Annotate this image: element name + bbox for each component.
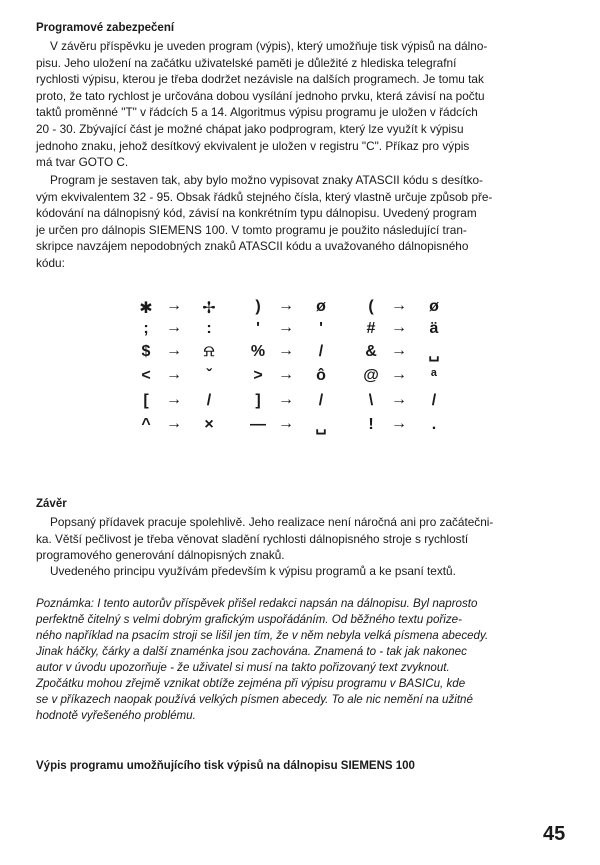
text-line: rychlosti výpisu, kterou je třeba dodržet nezávisle na dalších programech. Je tomu tak (36, 72, 484, 87)
arrow-icon: → (278, 391, 294, 408)
transcription-row (138, 320, 243, 342)
ascii-char: [ (143, 392, 149, 409)
teleprinter-char: : (206, 320, 212, 337)
teleprinter-char: ô (316, 367, 326, 384)
text-line: proto, že tato rychlost je určována dobou vysílání jednoho prvku, která závisí na počtu (36, 88, 485, 103)
transcription-row (250, 416, 355, 438)
teleprinter-char: / (318, 392, 324, 409)
ascii-char: ] (255, 392, 261, 409)
text-line: Uvedeného principu využívám především k výpisu programů a ke psaní textů. (50, 564, 456, 578)
ascii-char: # (366, 320, 376, 337)
teleprinter-char: / (206, 392, 212, 409)
note-line: Poznámka: I tento autorův příspěvek přišel redakci napsán na dálnopisu. Byl naprosto (36, 597, 478, 610)
transcription-row (363, 320, 468, 342)
transcription-row (138, 367, 243, 389)
ascii-char: $ (141, 343, 151, 360)
ascii-char: % (250, 343, 266, 360)
arrow-icon: → (391, 415, 407, 432)
ascii-char: & (365, 343, 377, 360)
arrow-icon: → (391, 366, 407, 383)
transcription-row (363, 367, 468, 389)
note-line: autor v úvodu upozorňuje - že uživatel si musí na takto pořizovaný text zvyknout. (36, 661, 450, 674)
note-line: Jinak háčky, čárky a další znaménka jsou zachována. Znamená to - tak jak nakonec (36, 645, 467, 658)
text-line: má tvar GOTO C. (36, 155, 129, 170)
transcription-row (138, 343, 243, 365)
section-heading-software: Programové zabezpečení (36, 22, 175, 34)
arrow-icon: → (166, 319, 182, 336)
text-line: ka. Větší pečlivost je třeba věnovat sladění rychlosti dálnopisného stroje s rychlostí (36, 531, 469, 546)
arrow-icon: → (391, 297, 407, 314)
arrow-icon: → (391, 391, 407, 408)
transcription-row (363, 416, 468, 438)
arrow-icon: → (278, 342, 294, 359)
text-line: kódu: (36, 255, 65, 270)
ascii-char: \ (368, 392, 374, 409)
text-line: taktů proměnné "T" v řádcích 5 a 14. Algoritmus výpisu programu je uložen v řádcích (36, 105, 478, 120)
transcription-row (250, 320, 355, 342)
paragraph-software-1 (36, 38, 572, 171)
transcription-row (138, 392, 243, 414)
arrow-icon: → (278, 415, 294, 432)
teleprinter-char: / (431, 392, 437, 409)
teleprinter-char: ✢ (202, 300, 216, 317)
ascii-char: @ (363, 367, 379, 384)
paragraph-software-2 (36, 172, 572, 272)
text-line: pisu. Jeho uložení na začátku uživatelské paměti je důležité z hlediska telegrafní (36, 55, 457, 70)
editorial-note (36, 596, 576, 724)
text-line: skripce navzájem nepodobných znaků ATASCII kódu a uvažovaného dálnopisného (36, 239, 469, 254)
arrow-icon: → (278, 319, 294, 336)
text-line: programového generování dálnopisných znaků. (36, 548, 285, 563)
teleprinter-char: ä (429, 320, 439, 337)
text-line: kódování na dálnopisný kód, závisí na konkrétním typu dálnopisu. Uvedený program (36, 206, 477, 221)
ascii-char: ; (143, 320, 149, 337)
paragraph-conclusion-2 (36, 563, 572, 580)
text-line: je určen pro dálnopis SIEMENS 100. V tomto programu je použito následující tran- (36, 222, 467, 237)
ascii-char: ) (255, 298, 261, 315)
transcription-row (363, 392, 468, 414)
note-line: ného například na psacím stroji se lišil jen tím, že v něm nebyla velká písmena abecedy. (36, 629, 489, 642)
transcription-row (250, 392, 355, 414)
teleprinter-char: / (318, 343, 324, 360)
note-line: se v příkazech naopak používá velkých písmen abecedy. To ale nic nemění na užitné (36, 693, 473, 706)
arrow-icon: → (391, 319, 407, 336)
arrow-icon: → (278, 297, 294, 314)
teleprinter-char: × (204, 416, 214, 433)
paragraph-conclusion-1 (36, 514, 572, 564)
teleprinter-char: ␣ (315, 418, 327, 435)
note-line: hodnotě vyřešeného problému. (36, 709, 196, 722)
text-line: Popsaný přídavek pracuje spolehlivě. Jeho realizace není náročná ani pro začátečni- (50, 515, 494, 529)
listing-title: Výpis programu umožňujícího tisk výpisů na dálnopisu SIEMENS 100 (36, 760, 415, 772)
note-line: Zpočátku mohou zřejmě vznikat obtíže zejména při výpisu programu v BASICu, kde (36, 677, 466, 690)
transcription-row (363, 343, 468, 365)
text-line: V závěru příspěvku je uveden program (výpis), který umožňuje tisk výpisů na dálno- (50, 39, 488, 53)
page-number: 45 (543, 823, 566, 845)
arrow-icon: → (391, 342, 407, 359)
transcription-table (138, 298, 458, 448)
transcription-row (363, 298, 468, 320)
arrow-icon: → (166, 415, 182, 432)
text-line: jednoho znaku, jehož desítkový ekvivalent je uložen v registru "C". Příkaz pro výpis (36, 138, 470, 153)
teleprinter-char: . (431, 416, 437, 433)
ascii-char: ' (256, 320, 260, 337)
transcription-row (250, 298, 355, 320)
ascii-char: > (253, 367, 263, 384)
section-heading-conclusion: Závěr (36, 498, 67, 510)
ascii-char: ( (368, 298, 374, 315)
teleprinter-char: ⍾ (203, 343, 215, 360)
ascii-char: ! (368, 416, 374, 433)
teleprinter-char: ø (316, 298, 326, 315)
arrow-icon: → (166, 366, 182, 383)
arrow-icon: → (166, 297, 182, 314)
teleprinter-char: ˇ (206, 367, 212, 384)
transcription-row (138, 298, 243, 320)
text-line: 20 - 30. Zbývající část je možné chápat jako podprogram, který lze využít k výpisu (36, 121, 464, 136)
ascii-char: ✱ (139, 300, 153, 317)
ascii-char: ^ (141, 416, 151, 433)
text-line: vým ekvivalentem 32 - 95. Obsak řádků stejného čísla, který vlastně určuje způsob pře- (36, 189, 493, 204)
arrow-icon: → (166, 391, 182, 408)
teleprinter-char: ␣ (428, 345, 440, 362)
arrow-icon: → (278, 366, 294, 383)
transcription-row (138, 416, 243, 438)
teleprinter-char: ø (429, 298, 439, 315)
note-line: perfektně čitelný s velmi dobrým grafickým uspořádáním. Od běžného textu pořize- (36, 613, 462, 626)
arrow-icon: → (166, 342, 182, 359)
text-line: Program je sestaven tak, aby bylo možno vypisovat znaky ATASCII kódu s desítko- (50, 173, 483, 187)
ascii-char: — (250, 416, 266, 433)
ascii-char: < (141, 367, 151, 384)
teleprinter-char: ' (319, 320, 323, 337)
transcription-row (250, 367, 355, 389)
teleprinter-char: ᵃ (430, 367, 438, 384)
transcription-row (250, 343, 355, 365)
